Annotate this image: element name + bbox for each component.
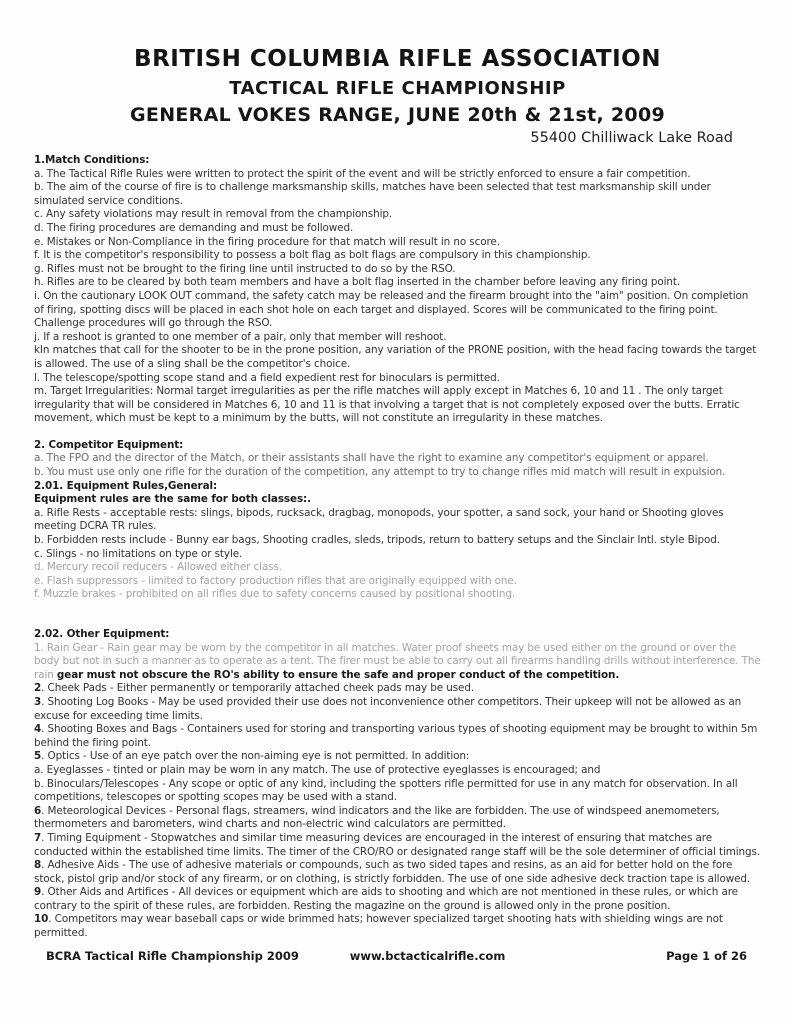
paragraph: f. Muzzle brakes - prohibited on all rifles due to safety concerns caused by positional shooting. bbox=[34, 588, 516, 601]
document-header bbox=[34, 46, 761, 146]
page-subtitle: TACTICAL RIFLE CHAMPIONSHIP bbox=[229, 78, 566, 99]
footer-page-number: Page 1 of 26 bbox=[666, 948, 747, 963]
paragraph bbox=[34, 682, 761, 696]
paragraph: l. The telescope/spotting scope stand and a field expedient rest for binoculars is permitted. bbox=[34, 371, 500, 384]
section-2-01-heading: 2.01. Equipment Rules,General: bbox=[34, 479, 218, 492]
text-run: . Adhesive Aids - The use of adhesive materials or compounds, such as two sided tapes and resins, as an aid for better hold on the fore stock, pistol grip and/or stock of any firearm, or on clothing, is strictly forbidden. The use of one side adhesive deck traction tape is allowed. bbox=[34, 859, 751, 885]
text-run: 10 bbox=[34, 913, 49, 926]
paragraph: a. Eyeglasses - tinted or plain may be worn in any match. The use of protective eyeglasses is encouraged; and bbox=[34, 763, 601, 776]
paragraph: f. It is the competitor's responsibility to possess a bolt flag as bolt flags are compulsory in this championship. bbox=[34, 249, 591, 262]
paragraph bbox=[34, 750, 761, 764]
text-run: . Optics - Use of an eye patch over the non-aiming eye is not permitted. In addition: bbox=[41, 750, 470, 763]
paragraph: g. Rifles must not be brought to the firing line until instructed to do so by the RSO. bbox=[34, 262, 456, 275]
paragraph: c. Slings - no limitations on type or style. bbox=[34, 547, 243, 560]
paragraph bbox=[34, 723, 761, 750]
section-2-heading: 2. Competitor Equipment: bbox=[34, 438, 184, 451]
event-location-date: GENERAL VOKES RANGE, JUNE 20th & 21st, 2009 bbox=[130, 104, 665, 126]
footer-website-url: www.bctacticalrifle.com bbox=[349, 948, 506, 963]
text-run: 9 bbox=[34, 886, 42, 899]
paragraph: h. Rifles are to be cleared by both team members and have a bolt flag inserted in the chamber before leaving any firing point. bbox=[34, 276, 681, 289]
paragraph: b. Forbidden rests include - Bunny ear bags, Shooting cradles, sleds, tripods, return to battery setups and the Sinclair Intl. style Bipod. bbox=[34, 534, 720, 547]
text-run: . Shooting Boxes and Bags - Containers used for storing and transporting various types of shooting equipment may be brought to within 5m behind the firing point. bbox=[34, 723, 758, 749]
paragraph: d. Mercury recoil reducers - Allowed either class. bbox=[34, 561, 283, 574]
paragraph: j. If a reshoot is granted to one member of a pair, only that member will reshoot. bbox=[34, 330, 447, 343]
text-run: . Timing Equipment - Stopwatches and similar time measuring devices are encouraged in the interest of ensuring that matches are conducted within the established time limits. The timer of the CRO/RO or designated range staff will be the sole determiner of official timings. bbox=[34, 831, 761, 858]
text-run: gear must not obscure the RO's ability to ensure the safe and proper conduct of the competition. bbox=[56, 668, 620, 681]
equipment-rules-subheading: Equipment rules are the same for both classes:. bbox=[34, 493, 311, 506]
paragraph bbox=[34, 642, 761, 683]
paragraph bbox=[34, 832, 761, 859]
address-line: 55400 Chilliwack Lake Road bbox=[530, 130, 733, 146]
paragraph bbox=[34, 886, 761, 913]
text-run: 1. Rain Gear - Rain gear may be worn by the competitor in all matches. Water proof sheets may be used either on the ground or over the body but not in such a manner as to operate as a tent. The firer must be able to carry out all firearms handling drills without interference. The rain bbox=[34, 641, 761, 681]
paragraph: i. On the cautionary LOOK OUT command, the safety catch may be released and the firearm brought into the "aim" position. On completion of firing, spotting discs will be placed in each shot hole on each target and displayed. Scores will be communicated to the firing point. Challenge procedures will go through the RSO. bbox=[34, 289, 749, 330]
text-run: 7 bbox=[34, 831, 42, 844]
page-title: BRITISH COLUMBIA RIFLE ASSOCIATION bbox=[134, 46, 661, 72]
paragraph: b. You must use only one rifle for the duration of the competition, any attempt to try to change rifles mid match will result in expulsion. bbox=[34, 466, 726, 479]
text-run: . Other Aids and Artifices - All devices or equipment which are aids to shooting and which are not mentioned in these rules, or which are contrary to the spirit of these rules, are forbidden. Resting the magazine on the ground is allowed only in the prone position. bbox=[34, 886, 738, 912]
text-run: 4 bbox=[34, 723, 42, 736]
text-run: 2 bbox=[34, 682, 42, 695]
text-run: . Competitors may wear baseball caps or wide brimmed hats; however specialized target shooting hats with shielding wings are not permitted. bbox=[34, 913, 723, 940]
paragraph: e. Mistakes or Non-Compliance in the firing procedure for that match will result in no score. bbox=[34, 235, 500, 248]
paragraph: a. The FPO and the director of the Match, or their assistants shall have the right to examine any competitor's equipment or apparel. bbox=[34, 452, 709, 465]
paragraph: a. The Tactical Rifle Rules were written to protect the spirit of the event and will be strictly enforced to ensure a fair competition. bbox=[34, 167, 691, 180]
paragraph-gap bbox=[34, 426, 761, 439]
text-run: . Cheek Pads - Either permanently or temporarily attached cheek pads may be used. bbox=[41, 682, 475, 695]
paragraph: e. Flash suppressors - limited to factory production rifles that are originally equipped with one. bbox=[34, 574, 517, 587]
text-run: 3 bbox=[34, 695, 42, 708]
paragraph: a. Rifle Rests - acceptable rests: slings, bipods, rucksack, dragbag, monopods, your spotter, a sand sock, your hand or Shooting gloves meeting DCRA TR rules. bbox=[34, 506, 724, 533]
paragraph: b. The aim of the course of fire is to challenge marksmanship skills, matches have been selected that test marksmanship skill under simulated service conditions. bbox=[34, 181, 711, 207]
paragraph bbox=[34, 913, 761, 940]
paragraph bbox=[34, 805, 761, 832]
section-2-02-heading: 2.02. Other Equipment: bbox=[34, 628, 170, 640]
text-run: . Meteorological Devices - Personal flags, streamers, wind indicators and the like are forbidden. The use of windspeed anemometers, thermometers and barometers, wind charts and non-electric wind calculators are permitted. bbox=[34, 804, 720, 831]
paragraph bbox=[34, 696, 761, 723]
paragraph-gap bbox=[34, 602, 761, 628]
text-run: 6 bbox=[34, 804, 42, 817]
paragraph: kIn matches that call for the shooter to be in the prone position, any variation of the PRONE position, with the head facing towards the target is allowed. The use of a sling shall be the competitor's choice. bbox=[34, 344, 757, 370]
paragraph: d. The firing procedures are demanding and must be followed. bbox=[34, 221, 354, 234]
text-run: 5 bbox=[34, 750, 42, 763]
paragraph: c. Any safety violations may result in removal from the championship. bbox=[34, 208, 393, 221]
text-run: 8 bbox=[34, 859, 42, 872]
paragraph bbox=[34, 859, 761, 886]
text-run: . Shooting Log Books - May be used provided their use does not inconvenience other competitors. Their upkeep will not be allowed as an excuse for exceeding time limits. bbox=[34, 695, 742, 722]
document-body bbox=[34, 154, 761, 941]
document-footer bbox=[34, 949, 761, 963]
paragraph: m. Target Irregularities: Normal target irregularities as per the rifle matches will apply except in Matches 6, 10 and 11 . The only target irregularity that will be considered in Matches 6, 10 and 11 is that involving a target that is not completely exposed over the butts. Erratic movement, which must be kept to a minimum by the butts, will not constitute an irregularity in these matches. bbox=[34, 385, 740, 425]
footer-document-title: BCRA Tactical Rifle Championship 2009 bbox=[46, 948, 299, 963]
paragraph: b. Binoculars/Telescopes - Any scope or optic of any kind, including the spotters rifle permitted for use in any match for observation. In all competitions, telescopes or spotting scopes may be used with a stand. bbox=[34, 777, 738, 804]
section-1-heading: 1.Match Conditions: bbox=[34, 154, 150, 166]
